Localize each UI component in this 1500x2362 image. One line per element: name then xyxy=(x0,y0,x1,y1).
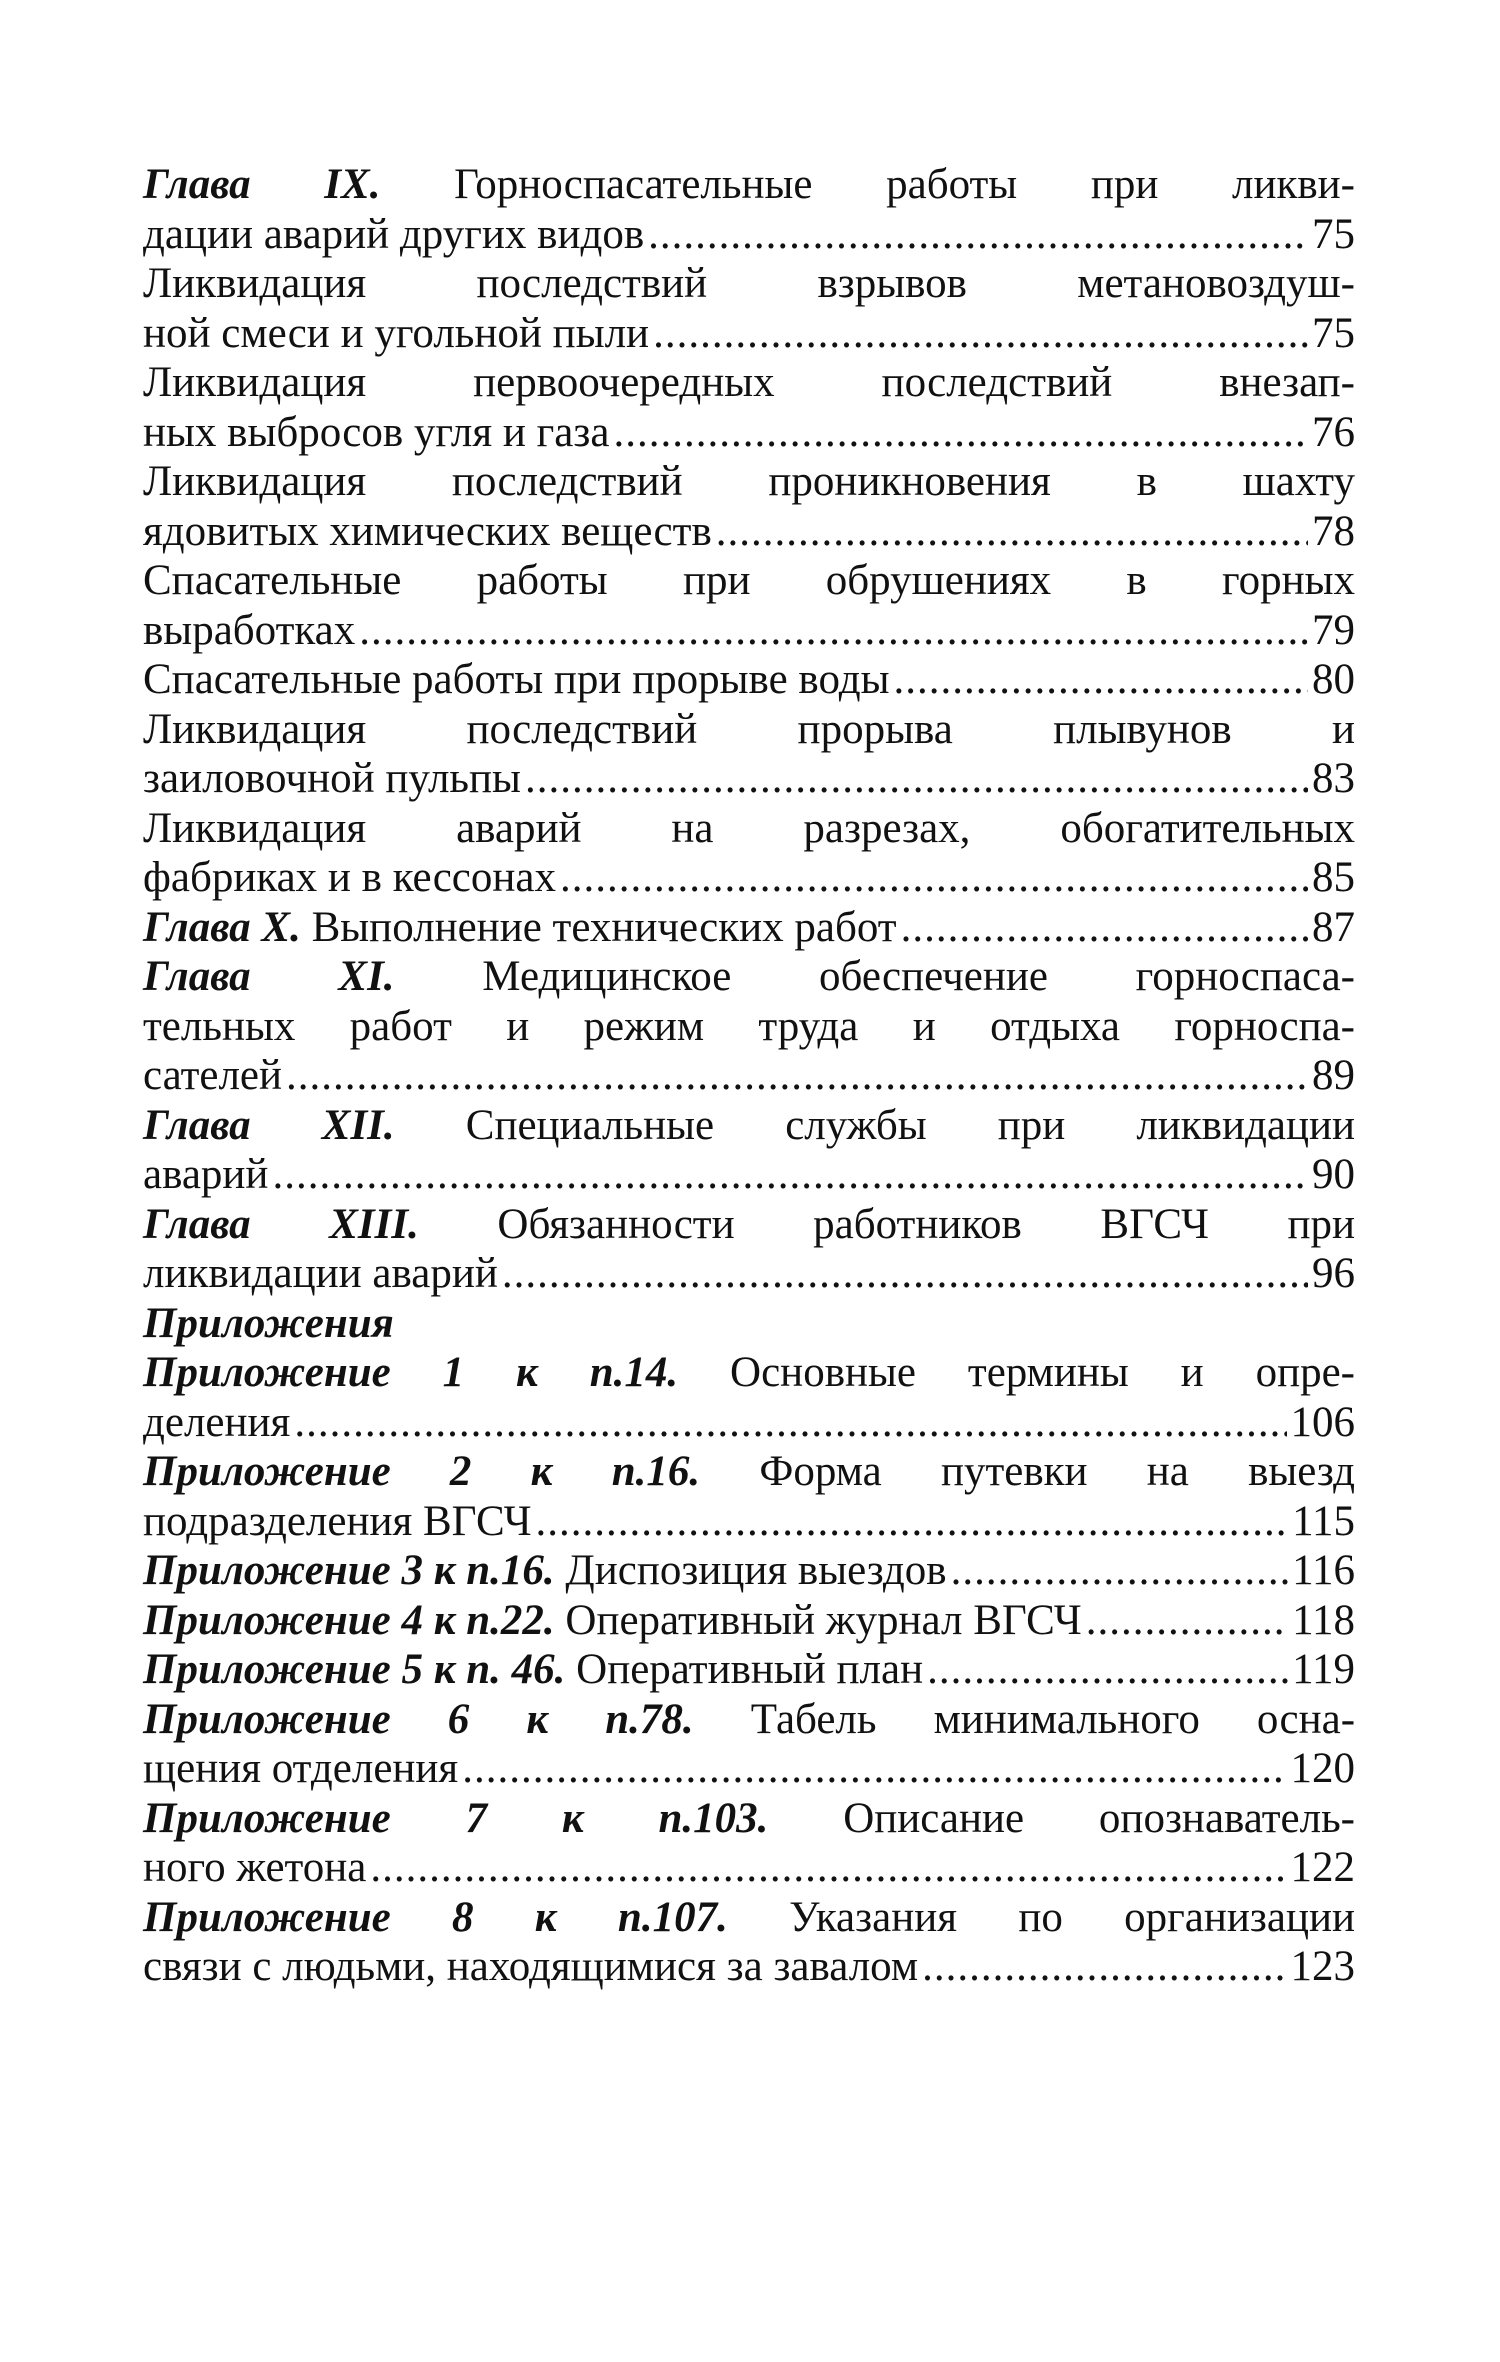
page-number: 83 xyxy=(1312,755,1355,802)
appendix-label: Приложение 2 к п.16. xyxy=(143,1448,701,1495)
page-number: 123 xyxy=(1290,1943,1355,1990)
entry-title-line: щения отделения xyxy=(143,1745,459,1792)
leader-dots xyxy=(653,309,1308,359)
entry-title-line: дации аварий других видов xyxy=(143,210,645,258)
entry-title-line: Выполнение технических работ xyxy=(311,903,897,951)
entry-title-line: заиловочной пульпы xyxy=(143,755,521,802)
toc-entry[interactable] xyxy=(143,804,1355,903)
leader-dots xyxy=(893,655,1308,705)
leader-dots xyxy=(525,754,1308,804)
toc-entry-chapter-12[interactable] xyxy=(143,1101,1355,1200)
toc-entry-chapter-10[interactable] xyxy=(143,903,1355,953)
appendix-label: Приложение 6 к п.78. xyxy=(143,1695,694,1743)
toc-entry-appendix-1[interactable] xyxy=(143,1348,1355,1447)
page-number: 90 xyxy=(1312,1151,1355,1198)
entry-title-line: связи с людьми, находящимися за завалом xyxy=(143,1943,919,1990)
page-number: 115 xyxy=(1292,1497,1355,1545)
toc-entry-appendix-5[interactable] xyxy=(143,1645,1355,1695)
page-number: 122 xyxy=(1290,1844,1355,1891)
entry-title-line: выработках xyxy=(143,606,356,654)
toc-entry-appendix-4[interactable] xyxy=(143,1596,1355,1646)
toc-entry-appendix-7[interactable] xyxy=(143,1794,1355,1893)
leader-dots xyxy=(294,1398,1286,1448)
toc-entry[interactable] xyxy=(143,705,1355,804)
chapter-label: Глава XII. xyxy=(143,1101,395,1149)
entry-title-line: подразделения ВГСЧ xyxy=(143,1497,532,1545)
entry-title-line: Основные термины и опре- xyxy=(730,1349,1355,1396)
page-number: 80 xyxy=(1312,656,1355,703)
entry-title-line: Обязанности работников ВГСЧ при xyxy=(497,1200,1356,1248)
leader-dots xyxy=(613,408,1308,458)
page-number: 78 xyxy=(1312,507,1355,555)
leader-dots xyxy=(901,903,1308,953)
section-heading-appendices[interactable] xyxy=(143,1299,1355,1349)
toc-entry-chapter-13[interactable] xyxy=(143,1200,1355,1299)
entry-title-line: Медицинское обеспечение горноспаса- xyxy=(482,953,1356,1000)
toc-entry-appendix-6[interactable] xyxy=(143,1695,1355,1794)
leader-dots xyxy=(462,1744,1286,1794)
entry-title-line: ной смеси и угольной пыли xyxy=(143,309,650,357)
table-of-contents xyxy=(143,160,1355,1992)
entry-title-line: Спасательные работы при обрушениях в горных xyxy=(143,557,1355,604)
appendix-label: Приложение 7 к п.103. xyxy=(143,1794,769,1842)
page-number: 106 xyxy=(1290,1398,1355,1446)
page-number: 75 xyxy=(1312,309,1355,357)
page-number: 85 xyxy=(1312,854,1355,901)
entry-title-line: Специальные службы при ликвидации xyxy=(465,1101,1355,1149)
entry-title-line: Ликвидация первоочередных последствий внезап- xyxy=(143,359,1355,406)
entry-title-line: ного жетона xyxy=(143,1844,367,1891)
entry-title-line: Указания по организации xyxy=(789,1893,1356,1941)
page-number: 120 xyxy=(1290,1745,1355,1792)
toc-entry-appendix-8[interactable] xyxy=(143,1893,1355,1992)
section-heading: Приложения xyxy=(143,1299,394,1347)
entry-title-line: ядовитых химических веществ xyxy=(143,507,712,555)
leader-dots xyxy=(716,507,1308,557)
entry-title-line: Горноспасательные работы при ликви- xyxy=(454,161,1355,208)
toc-entry[interactable] xyxy=(143,358,1355,457)
toc-entry[interactable] xyxy=(143,556,1355,655)
leader-dots xyxy=(560,853,1308,903)
appendix-label: Приложение 8 к п.107. xyxy=(143,1893,728,1941)
leader-dots xyxy=(286,1051,1308,1101)
entry-title-line: Ликвидация последствий взрывов метановоздуш- xyxy=(143,260,1355,307)
appendix-label: Приложение 4 к п.22. xyxy=(143,1596,555,1644)
entry-title-line: деления xyxy=(143,1398,291,1446)
page-number: 118 xyxy=(1292,1596,1355,1644)
toc-entry[interactable] xyxy=(143,655,1355,705)
entry-title-line: тельных работ и режим труда и отдыха горноспа- xyxy=(143,1002,1355,1050)
entry-title-line: сателей xyxy=(143,1052,283,1099)
page-number: 76 xyxy=(1312,408,1355,456)
leader-dots xyxy=(272,1150,1308,1200)
chapter-label: Глава XI. xyxy=(143,953,395,1000)
toc-entry-chapter-11[interactable] xyxy=(143,952,1355,1101)
entry-title-line: Диспозиция выездов xyxy=(565,1547,947,1594)
entry-title-line: Спасательные работы при прорыве воды xyxy=(143,656,890,703)
appendix-label: Приложение 1 к п.14. xyxy=(143,1349,679,1396)
leader-dots xyxy=(359,606,1308,656)
leader-dots xyxy=(951,1546,1289,1596)
entry-title-line: Оперативный план xyxy=(576,1646,924,1693)
entry-title-line: Форма путевки на выезд xyxy=(759,1448,1356,1495)
page-number: 87 xyxy=(1312,903,1355,951)
leader-dots xyxy=(536,1497,1289,1547)
chapter-label: Глава X. xyxy=(143,903,301,951)
chapter-label: Глава IX. xyxy=(143,161,381,208)
entry-title-line: фабриках и в кессонах xyxy=(143,854,556,901)
page-number: 116 xyxy=(1292,1547,1355,1594)
page-number: 75 xyxy=(1312,210,1355,258)
chapter-label: Глава XIII. xyxy=(143,1200,419,1248)
page-number: 89 xyxy=(1312,1052,1355,1099)
entry-title-line: аварий xyxy=(143,1151,269,1198)
toc-entry-chapter-9[interactable] xyxy=(143,160,1355,259)
appendix-label: Приложение 3 к п.16. xyxy=(143,1547,555,1594)
toc-entry-appendix-3[interactable] xyxy=(143,1546,1355,1596)
toc-entry-appendix-2[interactable] xyxy=(143,1447,1355,1546)
entry-title-line: Оперативный журнал ВГСЧ xyxy=(565,1596,1082,1644)
entry-title-line: Ликвидация последствий проникновения в шахту xyxy=(143,458,1355,505)
leader-dots xyxy=(370,1843,1286,1893)
entry-title-line: Ликвидация аварий на разрезах, обогатительных xyxy=(143,804,1355,852)
leader-dots xyxy=(922,1942,1286,1992)
entry-title-line: Табель минимального осна- xyxy=(750,1695,1356,1743)
entry-title-line: Ликвидация последствий прорыва плывунов и xyxy=(143,705,1355,753)
toc-entry[interactable] xyxy=(143,259,1355,358)
appendix-label: Приложение 5 к п. 46. xyxy=(143,1646,566,1693)
entry-title-line: ликвидации аварий xyxy=(143,1250,498,1297)
entry-title-line: ных выбросов угля и газа xyxy=(143,408,610,456)
page-number: 96 xyxy=(1312,1250,1355,1297)
leader-dots xyxy=(1086,1596,1288,1646)
page-number: 119 xyxy=(1292,1646,1355,1693)
entry-title-line: Описание опознаватель- xyxy=(843,1794,1355,1842)
leader-dots xyxy=(502,1249,1308,1299)
page-number: 79 xyxy=(1312,606,1355,654)
leader-dots xyxy=(648,210,1308,260)
toc-entry[interactable] xyxy=(143,457,1355,556)
leader-dots xyxy=(927,1645,1288,1695)
